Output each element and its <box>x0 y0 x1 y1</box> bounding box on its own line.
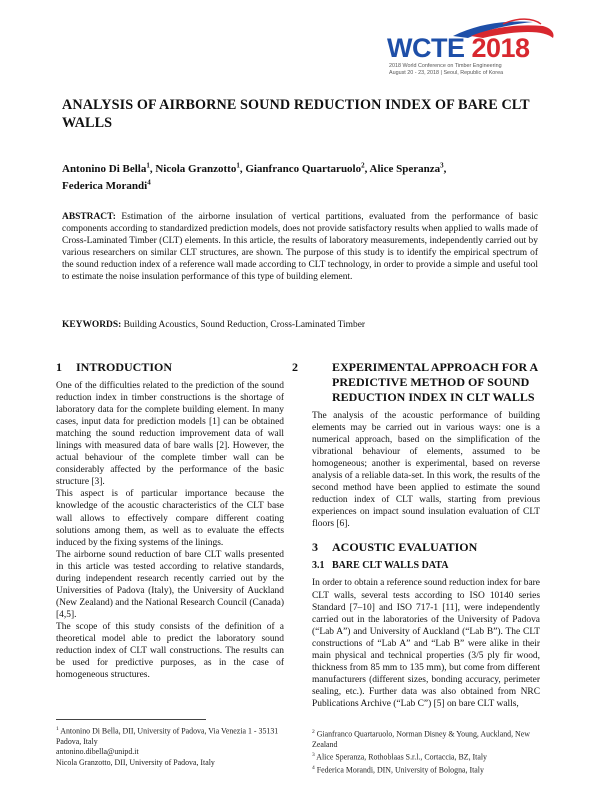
paragraph: This aspect is of particular importance because the knowledge of the acoustic characteristics of the CLT base wall allows to effectively compare different coating solutions among them, as well as to evaluate the effects induced by the fixing systems of the linings. <box>56 489 284 548</box>
footnote <box>312 727 552 750</box>
author <box>245 163 369 175</box>
paragraph: One of the difficulties related to the prediction of the sound reduction index in timber constructions is the shortage of laboratory data for the complete building element. In many cases, input data for prediction models [1] can be obtained matching the sound reduction improvement data of wall linings with measured data of bare walls [2]. However, the actual behaviour of the complete timber wall can be considerably affected by the performance of the basic structure [3]. <box>56 381 284 488</box>
author-name: Nicola Granzotto <box>155 162 237 175</box>
logo-wcte: WCTE <box>387 33 465 63</box>
keywords-label: KEYWORDS: <box>62 320 122 330</box>
subsection-number: 3.1 <box>312 560 325 572</box>
logo-subtitle-line1: 2018 World Conference on Timber Engineering <box>389 63 502 69</box>
footnote <box>312 763 552 776</box>
section-number: 2 <box>292 360 298 374</box>
logo-wordmark <box>387 34 530 62</box>
author-separator: , <box>443 162 447 175</box>
author-mark: 3 <box>440 161 444 169</box>
paragraph: The analysis of the acoustic performance of building elements may be carried out in various ways: one is a numerical approach, based on the simplification of the vibrational behaviour of elements, assumed to be homogeneous; another is experimental, based on reverse analysis of a reliable data-set. In this work, the results of the second method have been applied to estimate the sound reduction index of CLT walls, starting from previous experiences on impact sound insulation evaluation of CLT floors [6]. <box>312 411 540 530</box>
footnotes-left <box>56 724 296 768</box>
keywords-text: Building Acoustics, Sound Reduction, Cross-Laminated Timber <box>121 320 366 330</box>
section-heading-introduction <box>56 360 284 375</box>
footnote-mark: 2 <box>312 729 315 735</box>
paper-title: ANALYSIS OF AIRBORNE SOUND REDUCTION INDEX OF BARE CLT WALLS <box>62 97 530 131</box>
author-name: Alice Speranza <box>369 162 441 175</box>
footnote <box>312 750 552 763</box>
paragraph: The scope of this study consists of the definition of a theoretical model able to predict the laboratory sound reduction index of CLT wall constructions. The results can be used for predictive purposes, as in the case of homogeneous structures. <box>56 621 284 681</box>
keywords <box>62 319 538 331</box>
footnote-text: Gianfranco Quartaruolo, Norman Disney & Young, Auckland, New Zealand <box>312 729 530 750</box>
footnote-mark: 4 <box>312 765 315 772</box>
paragraph: The airborne sound reduction of bare CLT walls presented in this article was tested according to relative standards, during independent research recently carried out by the Universities of Padova (Italy), the University of Auckland (New Zealand) and the National Research Council (Canada) [4,5]. <box>56 549 284 620</box>
footnotes-right <box>312 727 552 777</box>
section-number: 1 <box>56 360 62 374</box>
author-separator: , <box>364 162 370 175</box>
author <box>370 163 447 175</box>
section-title: EXPERIMENTAL APPROACH FOR A PREDICTIVE METHOD OF SOUND REDUCTION INDEX IN CLT WALLS <box>332 360 538 404</box>
abstract <box>62 211 538 283</box>
abstract-label: ABSTRACT: <box>62 212 116 222</box>
subsection-title: BARE CLT WALLS DATA <box>332 560 449 572</box>
section-heading-acoustic <box>312 540 540 555</box>
footnote <box>56 758 296 768</box>
author-mark: 1 <box>146 161 150 169</box>
right-column <box>292 360 540 710</box>
footnote <box>56 724 296 747</box>
conference-logo <box>383 18 558 76</box>
footnote-mark: 3 <box>312 752 315 759</box>
author-mark: 2 <box>361 161 365 169</box>
paragraph: In order to obtain a reference sound reduction index for bare CLT walls, several tests according to ISO 10140 series Standard [7–10] and ISO 717-1 [11], were independently carried out in the laboratories of the University of Padova (“Lab A”) and University of Auckland (“Lab B”). The CLT constructions of “Lab A” and “Lab B” were alike in their main physical and technical properties (3/5 ply fir wood, thickness from 85 mm to 135 mm), but come from different manufacturers (different sizes, bonding accuracy, perimeter sealing, etc.). Further data was also obtained from NRC Publications Archive (“Lab C”) [5] on bare CLT walls, <box>312 578 540 709</box>
section-title: INTRODUCTION <box>76 360 173 374</box>
author-mark: 4 <box>147 178 151 187</box>
author-separator: , <box>239 162 246 175</box>
left-column <box>56 360 284 681</box>
author-list <box>62 158 482 193</box>
logo-subtitle-line2: August 20 - 23, 2018 | Seoul, Republic of Korea <box>389 69 504 76</box>
footnote-text: Antonino Di Bella, DII, University of Padova, Via Venezia 1 - 35131 Padova, Italy <box>56 726 279 747</box>
footnote-text: Federica Morandi, DIN, University of Bologna, Italy <box>314 766 484 776</box>
footnote-text: Nicola Granzotto, DII, University of Padova, Italy <box>56 757 215 767</box>
logo-subtitle <box>389 63 503 76</box>
footnote-mark: 1 <box>56 726 59 732</box>
section-heading-experimental <box>292 360 540 405</box>
footnote-email[interactable] <box>56 747 296 757</box>
author-mark: 1 <box>236 161 240 169</box>
author <box>155 163 245 175</box>
logo-year: 2018 <box>464 33 530 63</box>
author-separator: , <box>149 162 156 175</box>
section-number: 3 <box>312 540 318 555</box>
author-name: Federica Morandi <box>62 180 148 193</box>
spacer <box>312 530 540 540</box>
footnote-divider <box>56 719 206 720</box>
author <box>62 163 155 175</box>
section-title: ACOUSTIC EVALUATION <box>332 540 478 555</box>
subsection-heading <box>312 560 540 572</box>
author <box>62 180 151 192</box>
footnote-text[interactable]: antonino.dibella@unipd.it <box>56 747 139 757</box>
abstract-text: Estimation of the airborne insulation of vertical partitions, evaluated from the performance of basic components according to standardized prediction models, does not provide satisfactory results when applied to walls made of Cross-Laminated Timber (CLT) elements. In this article, the results of laboratory measurements, independently carried out by various researchers on similar CLT structures, are shown. The purpose of this study is to identify the empirical spectrum of the sound reduction index of a reference wall made according to CLT technology, in order to provide a simple and useful tool to estimate the noise insulation performance of this type of building element. <box>62 212 538 282</box>
author-name: Antonino Di Bella <box>62 162 147 175</box>
author-name: Gianfranco Quartaruolo <box>245 162 362 175</box>
footnote-text: Alice Speranza, Rothoblaas S.r.l., Cortaccia, BZ, Italy <box>314 753 487 763</box>
